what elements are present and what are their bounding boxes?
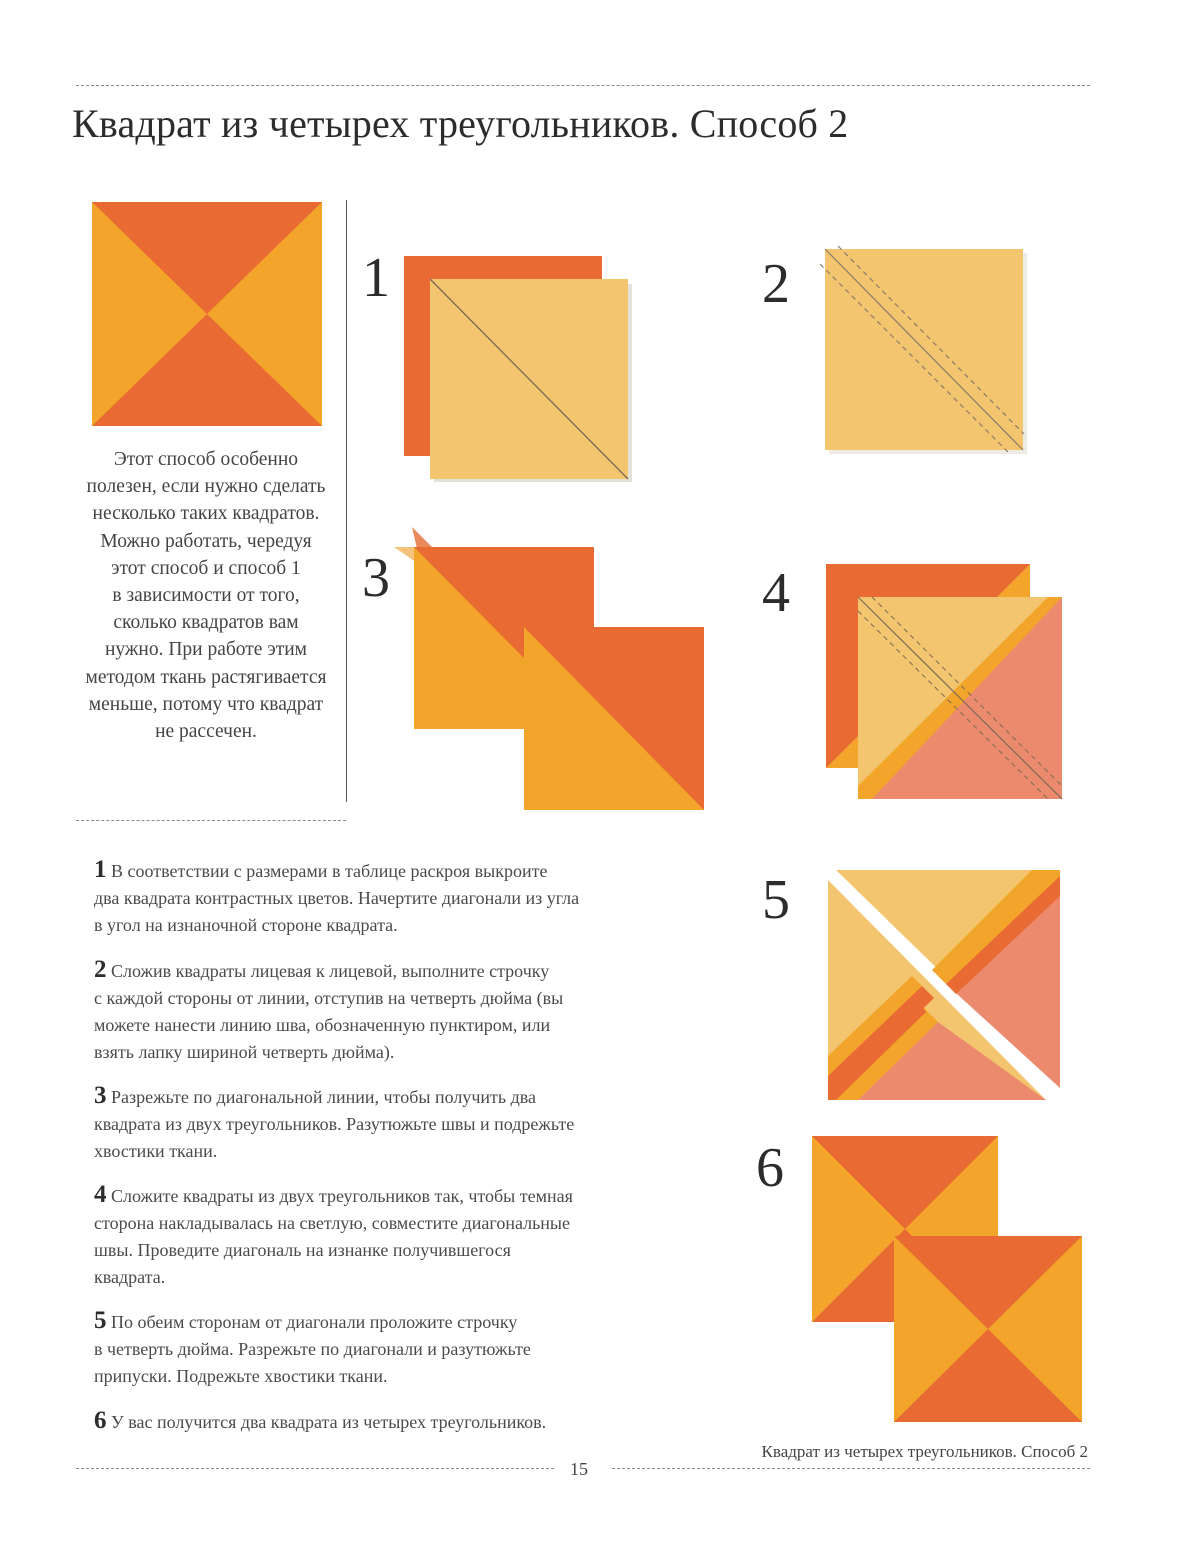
step-line: По обеим сторонам от диагонали проложите строчку: [111, 1312, 518, 1332]
step-line: Разрежьте по диагональной линии, чтобы получить два: [111, 1087, 536, 1107]
intro-line: полезен, если нужно сделать: [86, 476, 326, 498]
step-number-6: 6: [756, 1137, 784, 1199]
step-2: [94, 956, 563, 1066]
step-1: [94, 856, 579, 939]
step-line: в угол на изнаночной стороне квадрата.: [94, 915, 398, 935]
step-line: У вас получится два квадрата из четырех треугольников.: [111, 1412, 547, 1432]
step-6-illustration: [808, 1132, 1088, 1428]
step-number-3: 3: [362, 547, 390, 609]
step-line: В соответствии с размерами в таблице раскроя выкроите: [111, 861, 548, 881]
step-5: [94, 1307, 531, 1390]
step-number: 3: [94, 1082, 107, 1109]
intro-line: Этот способ особенно: [113, 449, 299, 470]
step-line: Сложите квадраты из двух треугольников так, чтобы темная: [111, 1186, 573, 1206]
step-line: квадрата.: [94, 1267, 166, 1287]
intro-bottom-divider: [76, 820, 346, 821]
intro-line: меньше, потому что квадрат: [88, 693, 324, 715]
intro-line: несколько таких квадратов.: [92, 503, 320, 525]
intro-line: этот способ и способ 1: [111, 557, 301, 579]
intro-line: методом ткань растягивается: [85, 666, 327, 688]
step-4-illustration: [822, 560, 1066, 806]
intro-line: сколько квадратов вам: [113, 612, 299, 634]
step-line: припуски. Подрежьте хвостики ткани.: [94, 1366, 388, 1386]
step-1-illustration: [400, 252, 636, 486]
step-line: в четверть дюйма. Разрежьте по диагонали и разутюжьте: [94, 1339, 531, 1359]
finished-block-illustration: [90, 200, 326, 430]
step-number: 4: [94, 1181, 107, 1208]
step-number-2: 2: [762, 253, 790, 315]
step-6: [94, 1407, 546, 1436]
step-line: сторона накладывалась на светлую, совместите диагональные: [94, 1213, 571, 1233]
intro-text: [78, 446, 334, 745]
step-line: взять лапку шириной четверть дюйма).: [94, 1042, 395, 1062]
step-number: 6: [94, 1407, 107, 1434]
step-line: хвостики ткани.: [94, 1141, 218, 1161]
column-divider: [346, 200, 347, 802]
step-line: квадрата из двух треугольников. Разутюжьте швы и подрежьте: [94, 1114, 575, 1134]
step-number-1: 1: [362, 247, 390, 309]
step-line: швы. Проведите диагональ на изнанке получившегося: [94, 1240, 511, 1260]
step-line: два квадрата контрастных цветов. Начертите диагонали из угла: [94, 888, 580, 908]
step-3-illustration: [390, 525, 710, 815]
footer-divider-left: [76, 1468, 554, 1469]
intro-line: Можно работать, чередуя: [100, 530, 312, 552]
footer-divider-right: [612, 1468, 1090, 1469]
step-3: [94, 1082, 574, 1165]
step-number-5: 5: [762, 869, 790, 931]
page-title: Квадрат из четырех треугольников. Способ 2: [72, 101, 849, 146]
step-2-illustration: [818, 244, 1032, 458]
step-number-4: 4: [762, 562, 790, 624]
intro-line: не рассечен.: [155, 721, 257, 743]
step-5-illustration: [822, 866, 1066, 1106]
running-title: Квадрат из четырех треугольников. Способ 2: [761, 1442, 1088, 1461]
step-4: [94, 1181, 573, 1291]
step-number: 1: [94, 856, 107, 883]
step-number: 2: [94, 956, 107, 983]
step-line: Сложив квадраты лицевая к лицевой, выполните строчку: [111, 961, 550, 981]
page-number: 15: [570, 1459, 588, 1479]
step-line: можете нанести линию шва, обозначенную пунктиром, или: [94, 1015, 551, 1035]
intro-line: нужно. При работе этим: [104, 639, 308, 661]
intro-line: в зависимости от того,: [112, 585, 300, 607]
step-number: 5: [94, 1307, 107, 1334]
step-line: с каждой стороны от линии, отступив на четверть дюйма (вы: [94, 988, 564, 1008]
top-divider: [76, 85, 1090, 86]
